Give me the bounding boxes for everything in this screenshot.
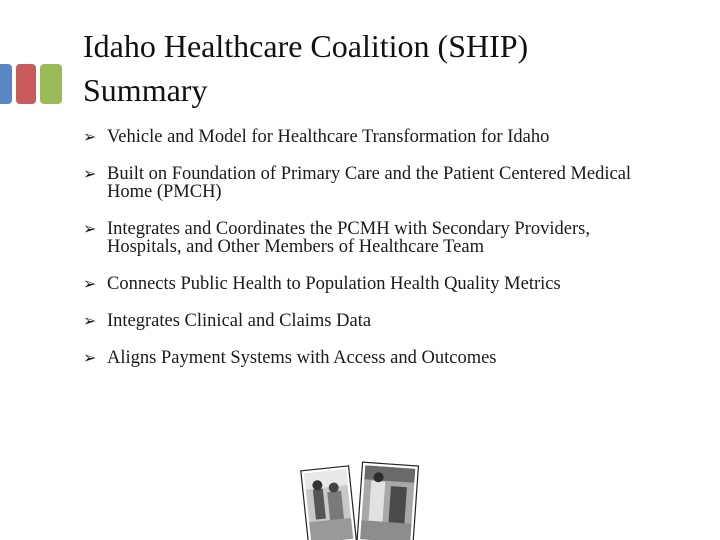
arrow-bullet-icon: ➢ — [83, 219, 97, 238]
bullet-item — [83, 165, 643, 201]
bullet-item — [83, 220, 643, 256]
arrow-bullet-icon: ➢ — [83, 311, 97, 330]
bullet-text: Connects Public Health to Population Health Quality Metrics — [107, 274, 561, 294]
healthcare-photo-collage — [300, 460, 420, 540]
arrow-bullet-icon: ➢ — [83, 164, 97, 183]
bullet-text: Aligns Payment Systems with Access and Outcomes — [107, 348, 497, 368]
bullet-item — [83, 349, 643, 367]
bullet-text: Vehicle and Model for Healthcare Transformation for Idaho — [107, 127, 550, 147]
bullet-text: Integrates Clinical and Claims Data — [107, 311, 372, 331]
bullet-text: Integrates and Coordinates the PCMH with Secondary Providers, Hospitals, and Other Members of Healthcare Team — [107, 219, 590, 257]
title-line-2: Summary — [83, 72, 208, 108]
bullet-item — [83, 275, 643, 293]
title-line-1: Idaho Healthcare Coalition (SHIP) — [83, 28, 529, 64]
slide-title — [83, 24, 683, 112]
arrow-bullet-icon: ➢ — [83, 274, 97, 293]
bullet-text: Built on Foundation of Primary Care and the Patient Centered Medical Home (PMCH) — [107, 164, 632, 202]
arrow-bullet-icon: ➢ — [83, 127, 97, 146]
arrow-bullet-icon: ➢ — [83, 348, 97, 367]
blue-bar — [0, 64, 12, 104]
red-bar — [16, 64, 36, 104]
bullet-item — [83, 312, 643, 330]
bullet-item — [83, 128, 643, 146]
bullet-list — [83, 128, 643, 386]
green-bar — [40, 64, 62, 104]
